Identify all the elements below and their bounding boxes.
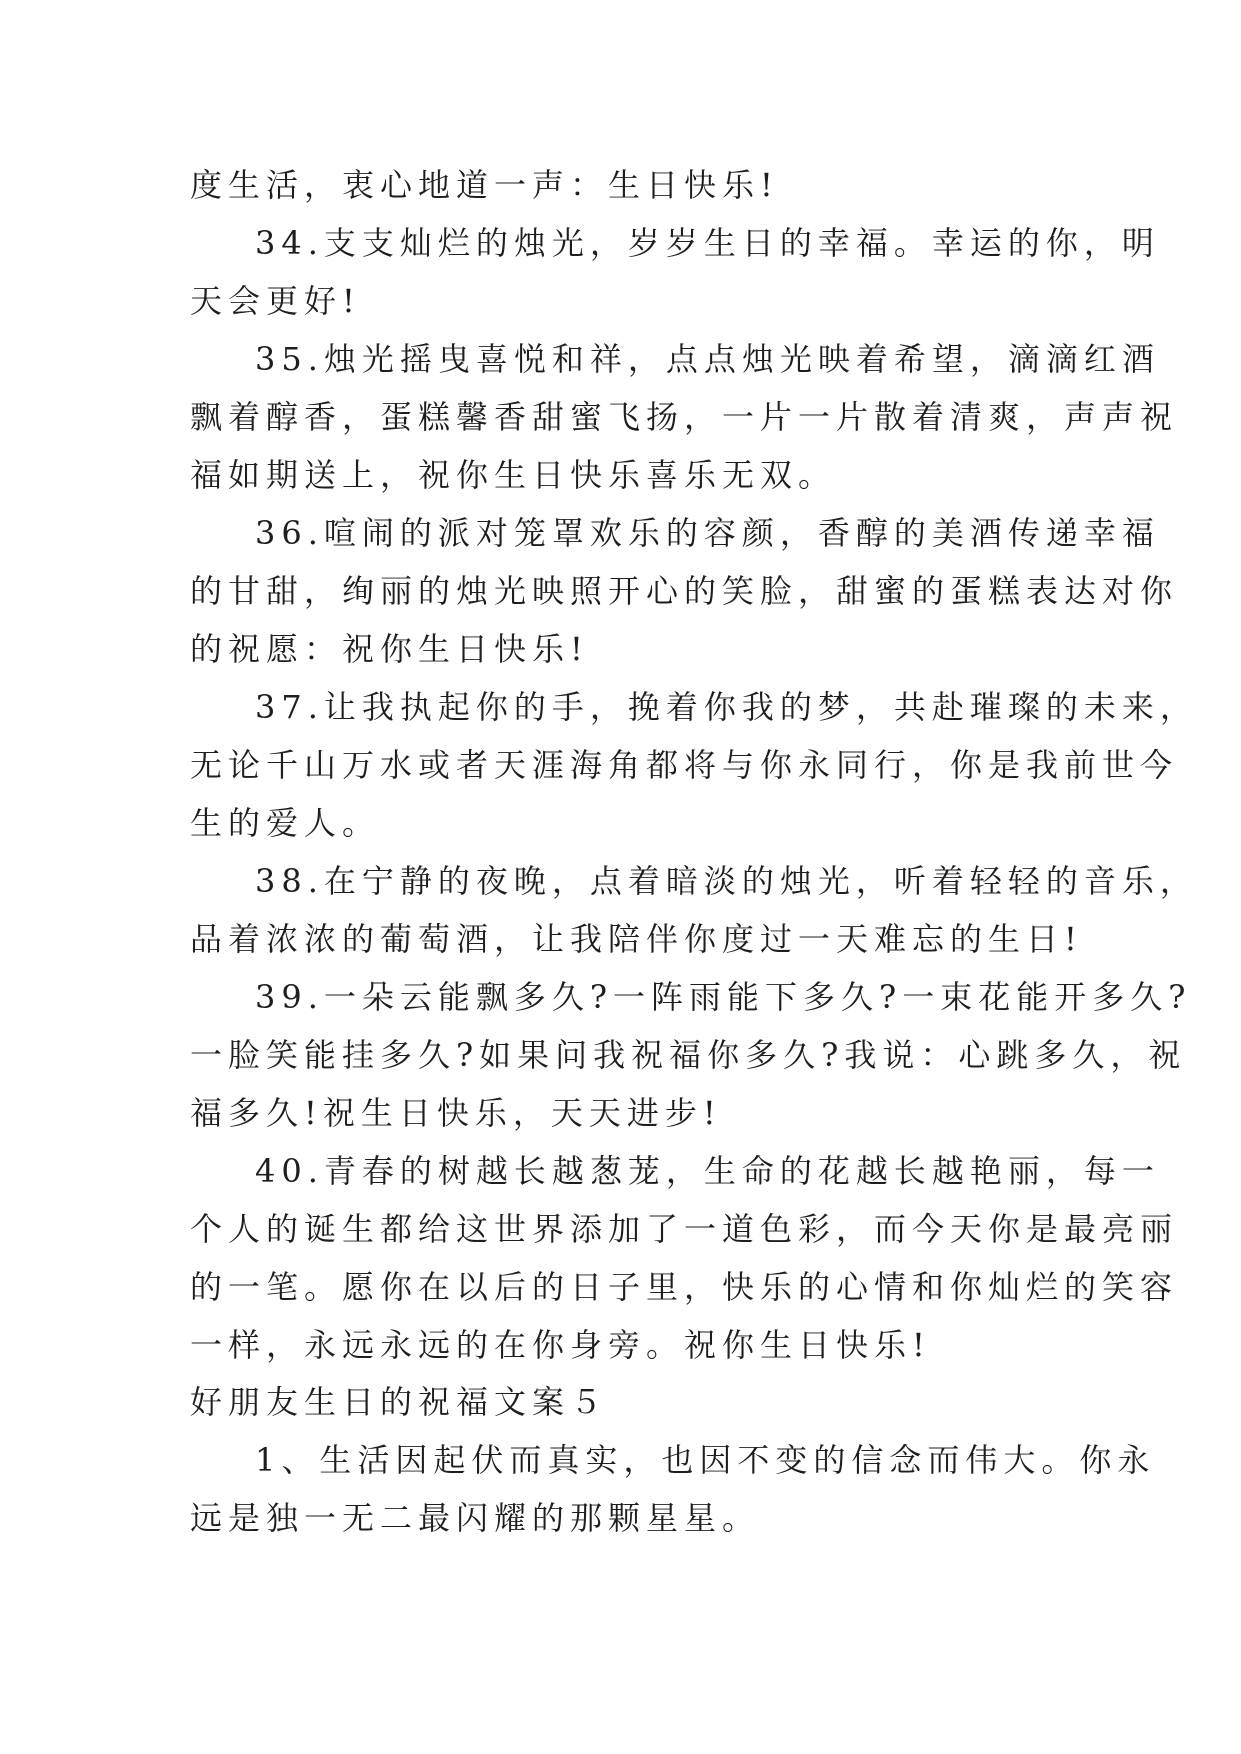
text-line: 远是独一无二最闪耀的那颗星星。	[190, 1499, 761, 1537]
text-line: 的甘甜，绚丽的烛光映照开心的笑脸，甜蜜的蛋糕表达对你	[190, 572, 1179, 610]
text-line: 的祝愿：祝你生日快乐!	[190, 630, 589, 668]
text-line: 飘着醇香，蛋糕馨香甜蜜飞扬，一片一片散着清爽，声声祝	[190, 398, 1179, 436]
text-line: 36.喧闹的派对笼罩欢乐的容颜，香醇的美酒传递幸福	[255, 514, 1160, 552]
text-line: 一样，永远永远的在你身旁。祝你生日快乐!	[190, 1326, 931, 1364]
text-line: 1、生活因起伏而真实，也因不变的信念而伟大。你永	[255, 1441, 1156, 1479]
text-line: 37.让我执起你的手，挽着你我的梦，共赴璀璨的未来，	[255, 688, 1198, 726]
text-line: 39.一朵云能飘多久?一阵雨能下多久?一束花能开多久?	[255, 978, 1192, 1016]
text-line: 一脸笑能挂多久?如果问我祝福你多久?我说：心跳多久，祝	[190, 1036, 1187, 1074]
text-line: 生的爱人。	[190, 804, 381, 842]
text-line: 38.在宁静的夜晚，点着暗淡的烛光，听着轻轻的音乐，	[255, 862, 1198, 900]
text-line: 品着浓浓的葡萄酒，让我陪伴你度过一天难忘的生日!	[190, 920, 1083, 958]
text-line: 个人的诞生都给这世界添加了一道色彩，而今天你是最亮丽	[190, 1210, 1179, 1248]
text-line: 天会更好!	[190, 282, 361, 320]
text-line: 福多久!祝生日快乐，天天进步!	[190, 1094, 722, 1132]
text-line: 40.青春的树越长越葱茏，生命的花越长越艳丽，每一	[255, 1152, 1160, 1190]
text-line: 无论千山万水或者天涯海角都将与你永同行，你是我前世今	[190, 746, 1179, 784]
text-line: 34.支支灿烂的烛光，岁岁生日的幸福。幸运的你，明	[255, 224, 1160, 262]
text-line: 度生活，衷心地道一声：生日快乐!	[190, 166, 779, 204]
text-line: 35.烛光摇曳喜悦和祥，点点烛光映着希望，滴滴红酒	[255, 340, 1160, 378]
text-line: 福如期送上，祝你生日快乐喜乐无双。	[190, 456, 837, 494]
text-line: 的一笔。愿你在以后的日子里，快乐的心情和你灿烂的笑容	[190, 1268, 1179, 1306]
section-heading: 好朋友生日的祝福文案５	[190, 1383, 609, 1421]
